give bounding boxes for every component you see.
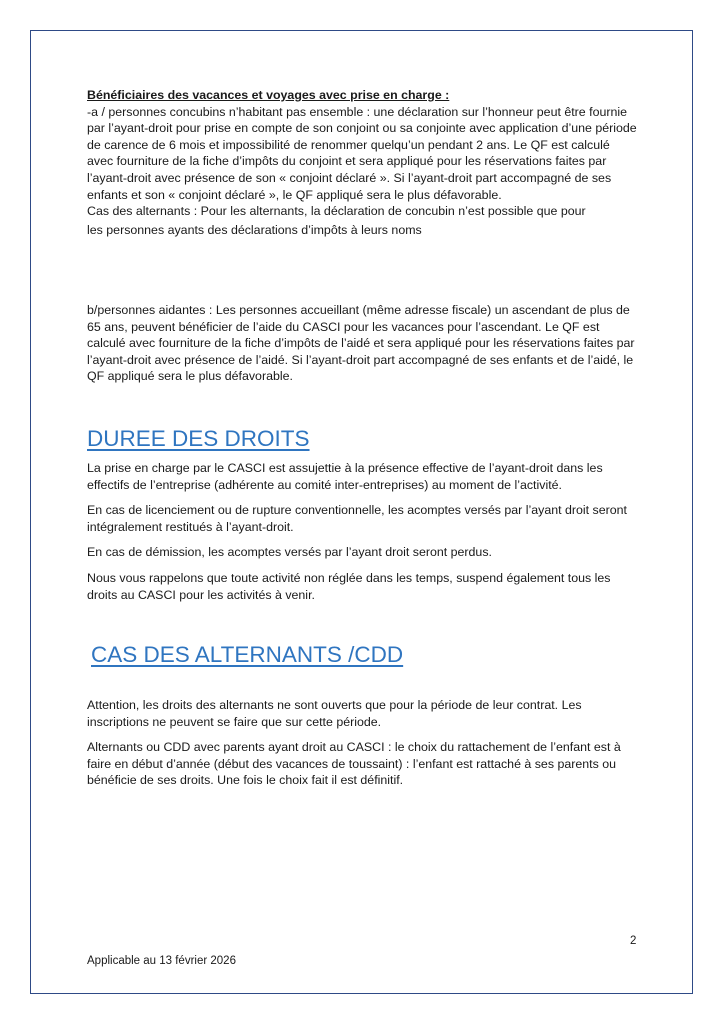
cas-paragraph: Alternants ou CDD avec parents ayant droit au CASCI : le choix du rattachement de l’enfant est à faire en début d’année (début des vacances de toussaint) : l’enfant est rattaché à ses parents ou bénéficie de ses droits. Une fois le choix fait il est définitif. (87, 740, 621, 788)
duree-paragraph: Nous vous rappelons que toute activité non réglée dans les temps, suspend également tous les droits au CASCI pour les activités à venir. (87, 570, 611, 602)
alternants-paragraph-line-1: Cas des alternants : Pour les alternants, la déclaration de concubin n’est possible que pour (87, 204, 586, 219)
duree-paragraph: En cas de démission, les acomptes versés par l’ayant droit seront perdus. (87, 545, 492, 560)
duree-heading: DUREE DES DROITS (87, 426, 310, 451)
duree-paragraph: En cas de licenciement ou de rupture conventionnelle, les acomptes versés par l’ayant droit seront intégralement restitués à l’ayant-droit. (87, 503, 627, 534)
cas-paragraph: Attention, les droits des alternants ne sont ouverts que pour la période de leur contrat. Les inscriptions ne peuvent se faire que sur cette période. (87, 698, 582, 729)
beneficiaires-section (87, 87, 639, 238)
duree-section (87, 460, 639, 612)
footer-date: Applicable au 13 février 2026 (87, 955, 236, 967)
beneficiaires-title: Bénéficiaires des vacances et voyages avec prise en charge : (87, 88, 450, 102)
aidantes-section (87, 302, 639, 385)
duree-paragraph: La prise en charge par le CASCI est assujettie à la présence effective de l’ayant-droit dans les effectifs de l’entreprise (adhérente au comité inter-entreprises) au moment de l’activité. (87, 461, 603, 492)
aidantes-paragraph: b/personnes aidantes : Les personnes accueillant (même adresse fiscale) un ascendant de plus de 65 ans, peuvent bénéficier de l’aide du CASCI pour les vacances pour l’ascendant. Le QF est calculé avec fourniture de la fiche d’impôts de l’aidé et sera appliqué pour les réservations faites par l’ayant-droit avec présence de l’aidé. Si l’ayant-droit part accompagné de ses enfants et de l’aidé, le QF appliqué sera le plus défavorable. (87, 303, 635, 384)
alternants-paragraph-line-2: les personnes ayants des déclarations d’impôts à leurs noms (87, 222, 422, 237)
concubins-paragraph: -a / personnes concubins n’habitant pas ensemble : une déclaration sur l’honneur peut être fournie par l’ayant-droit pour prise en compte de son conjoint ou sa conjointe avec application d’une période de carence de 6 mois et impossibilité de renommer quelqu’un pendant 2 ans. Le QF est calculé avec fourniture de la fiche d’impôts du conjoint et sera appliqué pour les réservations faites par l’ayant-droit avec présence de son « conjoint déclaré ». Si l’ayant-droit part accompagné de ses enfants et son « conjoint déclaré », le QF appliqué sera le plus défavorable. (87, 104, 637, 202)
cas-section (87, 697, 639, 798)
page-number: 2 (630, 935, 637, 947)
cas-heading: CAS DES ALTERNANTS /CDD (91, 642, 404, 667)
